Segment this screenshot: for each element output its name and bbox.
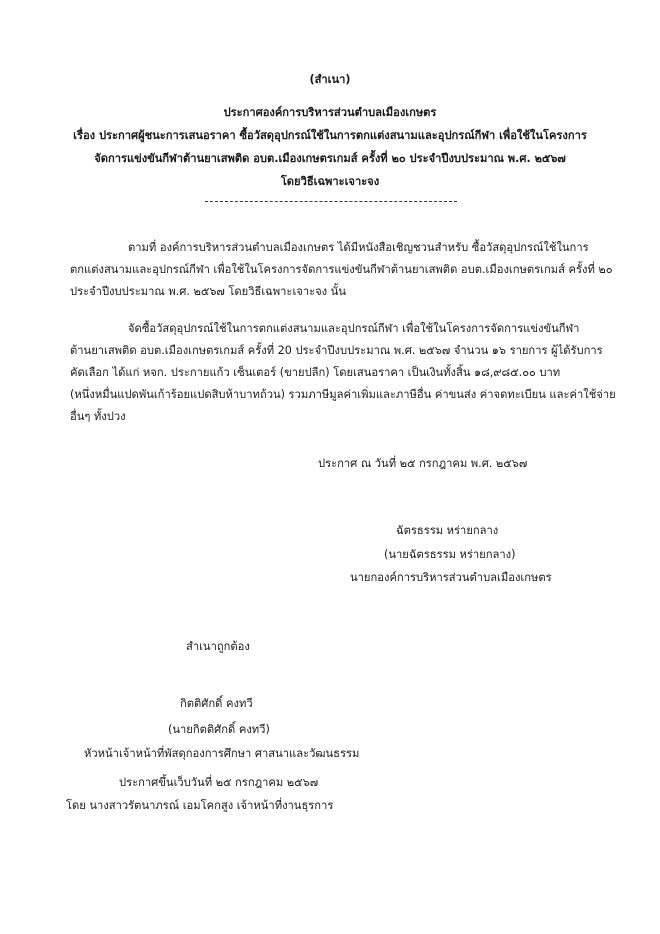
paragraph2-line-3: คัดเลือก ได้แก่ หจก. ประกายแก้ว เซ็นเตอร์ (ขายปลีก) โดยเสนอราคา เป็นเงินทั้งสิ้น ๑๘,๙๘๕.๐๐ บาท <box>70 366 561 379</box>
paragraph2-line-1: จัดซื้อวัสดุอุปกรณ์ใช้ในการตกแต่งสนามและอุปกรณ์กีฬา เพื่อใช้ในโครงการจัดการแข่งขันกีฬา <box>128 322 580 335</box>
signer1-signature: ฉัตรธรรม หร่ายกลาง <box>396 524 499 537</box>
certified-copy-label: สำเนาถูกต้อง <box>186 640 250 653</box>
signer1-position: นายกองค์การบริหารส่วนตำบลเมืองเกษตร <box>350 571 552 584</box>
header-line-3: จัดการแข่งขันกีฬาต้านยาเสพติด อบต.เมืองเกษตรเกมส์ ครั้งที่ ๒๐ ประจำปีงบประมาณ พ.ศ. ๒๕๖๗ <box>94 152 566 165</box>
paragraph2-line-4: (หนึ่งหมื่นแปดพันเก้าร้อยแปดสิบห้าบาทถ้วน) รวมภาษีมูลค่าเพิ่มและภาษีอื่น ค่าขนส่ง ค่าจดทะเบียน และค่าใช้จ่าย <box>70 388 616 401</box>
signer2-position: หัวหน้าเจ้าหน้าที่พัสดุกองการศึกษา ศาสนาและวัฒนธรรม <box>84 747 360 760</box>
header-line-1: ประกาศองค์การบริหารส่วนตำบลเมืองเกษตร <box>223 106 437 119</box>
copy-mark: (สำเนา) <box>309 73 351 86</box>
posted-by: โดย นางสาวรัตนาภรณ์ เอมโคกสูง เจ้าหน้าที่งานธุรการ <box>66 799 334 812</box>
announce-date: ประกาศ ณ วันที่ ๒๕ กรกฎาคม พ.ศ. ๒๕๖๗ <box>318 457 528 470</box>
header-line-4: โดยวิธีเฉพาะเจาะจง <box>280 175 380 188</box>
paragraph1-line-1: ตามที่ องค์การบริหารส่วนตำบลเมืองเกษตร ได้มีหนังสือเชิญชวนสำหรับ ซื้อวัสดุอุปกรณ์ใช้ในการ <box>128 241 589 254</box>
web-posted-date: ประกาศขึ้นเว็บวันที่ ๒๕ กรกฎาคม ๒๕๖๗ <box>119 776 319 789</box>
separator-rule <box>205 201 457 202</box>
signer2-name: (นายกิตติศักดิ์ คงทวี) <box>168 723 270 736</box>
paragraph1-line-3: ประจำปีงบประมาณ พ.ศ. ๒๕๖๗ โดยวิธีเฉพาะเจาะจง นั้น <box>70 285 346 298</box>
signer1-name: (นายฉัตรธรรม หร่ายกลาง) <box>384 548 516 561</box>
header-line-2: เรื่อง ประกาศผู้ชนะการเสนอราคา ซื้อวัสดุอุปกรณ์ใช้ในการตกแต่งสนามและอุปกรณ์กีฬา เพื่อใช้ในโครงการ <box>73 129 587 142</box>
paragraph2-line-5: อื่นๆ ทั้งปวง <box>70 410 126 423</box>
paragraph2-line-2: ต้านยาเสพติด อบต.เมืองเกษตรเกมส์ ครั้งที่ 20 ประจำปีงบประมาณ พ.ศ. ๒๕๖๗ จำนวน ๑๖ รายการ ผู้ได้รับการ <box>70 344 603 357</box>
paragraph1-line-2: ตกแต่งสนามและอุปกรณ์กีฬา เพื่อใช้ในโครงการจัดการแข่งขันกีฬาต้านยาเสพติด อบต.เมืองเกษตรเกมส์ ครั้งที่ ๒๐ <box>70 263 613 276</box>
signer2-signature: กิตติศักดิ์ คงทวี <box>180 697 253 710</box>
